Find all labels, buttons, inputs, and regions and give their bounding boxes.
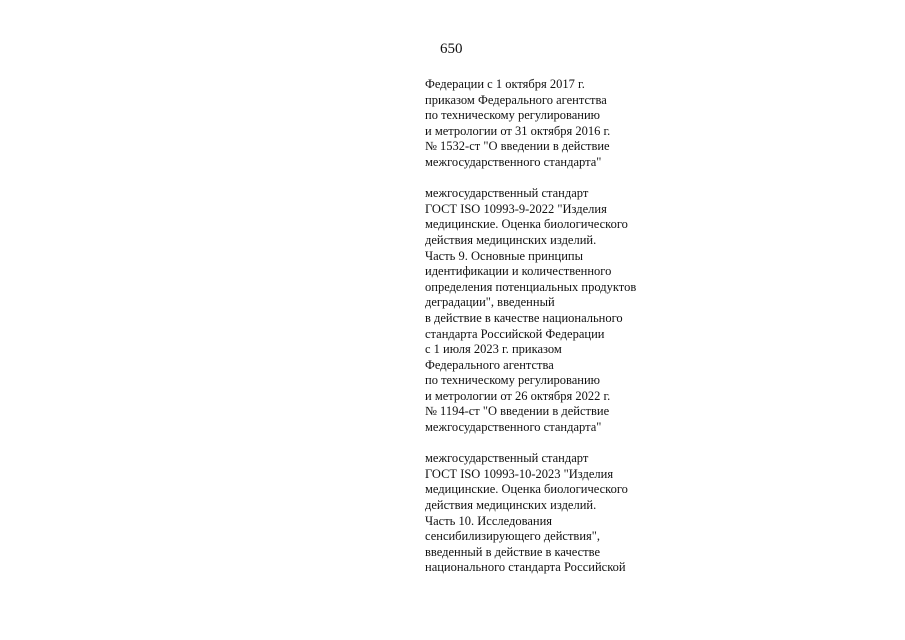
text-column (425, 77, 725, 576)
text-line: ГОСТ ISO 10993-9-2022 "Изделия (425, 201, 607, 216)
text-line: Часть 10. Исследования (425, 513, 553, 528)
text-block-2 (425, 186, 725, 436)
text-line: Федерации с 1 октября 2017 г. (425, 77, 585, 91)
text-line: приказом Федерального агентства (425, 92, 607, 107)
text-line: межгосударственный стандарт (425, 186, 589, 201)
text-line: действия медицинских изделий. (425, 232, 597, 247)
text-line: и метрологии от 31 октября 2016 г. (425, 123, 611, 138)
text-line: в действие в качестве национального (425, 310, 623, 325)
page-number: 650 (440, 41, 463, 57)
text-line: медицинские. Оценка биологического (425, 482, 628, 497)
text-line: межгосударственного стандарта" (425, 154, 602, 169)
paragraph-gap (425, 171, 725, 187)
text-line: национального стандарта Российской (425, 560, 626, 575)
text-line: межгосударственного стандарта" (425, 420, 602, 435)
text-block-3 (425, 451, 725, 576)
text-line: деградации", введенный (425, 295, 555, 310)
text-line: Федерального агентства (425, 357, 554, 372)
text-line: идентификации и количественного (425, 264, 612, 279)
text-line: № 1194-ст "О введении в действие (425, 404, 610, 419)
paragraph-gap (425, 436, 725, 452)
text-line: межгосударственный стандарт (425, 451, 589, 466)
text-line: введенный в действие в качестве (425, 544, 601, 559)
text-line: ГОСТ ISO 10993-10-2023 "Изделия (425, 466, 614, 481)
text-line: медицинские. Оценка биологического (425, 217, 628, 232)
text-line: действия медицинских изделий. (425, 498, 597, 513)
text-line: № 1532-ст "О введении в действие (425, 139, 610, 154)
text-line: стандарта Российской Федерации (425, 326, 605, 341)
text-line: определения потенциальных продуктов (425, 279, 637, 294)
text-line: и метрологии от 26 октября 2022 г. (425, 388, 611, 403)
text-line: по техническому регулированию (425, 108, 601, 123)
text-line: Часть 9. Основные принципы (425, 248, 583, 263)
text-line: сенсибилизирующего действия", (425, 529, 600, 544)
text-line: с 1 июля 2023 г. приказом (425, 342, 562, 357)
text-block-1 (425, 77, 725, 171)
text-line: по техническому регулированию (425, 373, 601, 388)
